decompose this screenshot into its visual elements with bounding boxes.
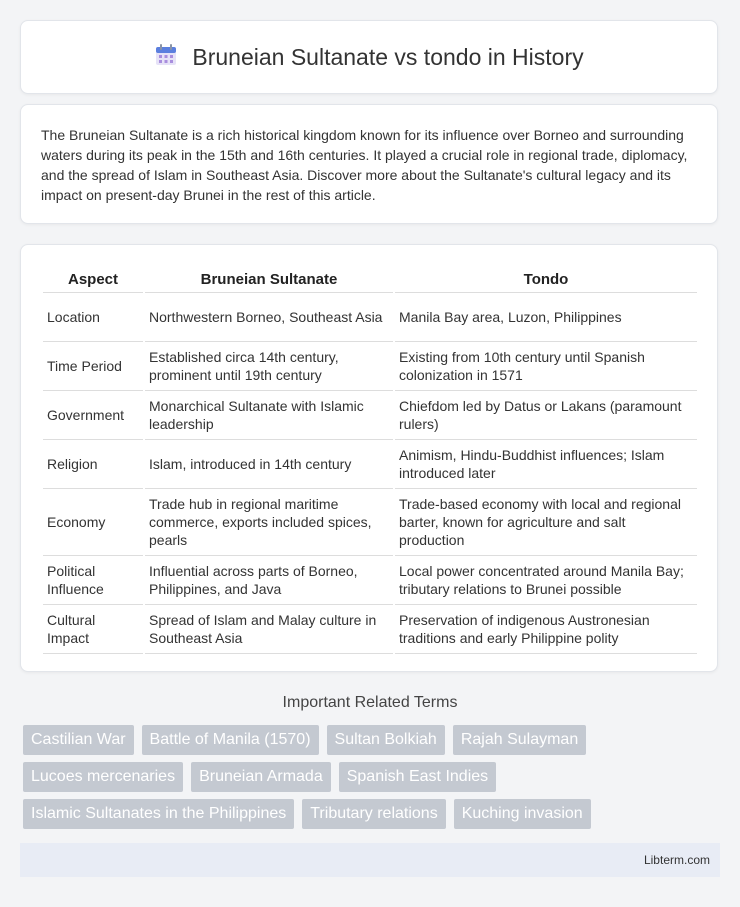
row-aspect: Political Influence xyxy=(43,556,143,605)
comparison-card xyxy=(20,244,718,672)
row-aspect: Time Period xyxy=(43,342,143,391)
footer xyxy=(20,843,720,877)
row-bruneian: Islam, introduced in 14th century xyxy=(145,440,393,489)
row-tondo: Existing from 10th century until Spanish colonization in 1571 xyxy=(395,342,697,391)
table-row xyxy=(43,556,697,605)
header-card xyxy=(20,20,718,94)
row-aspect: Government xyxy=(43,391,143,440)
row-tondo: Animism, Hindu-Buddhist influences; Islam introduced later xyxy=(395,440,697,489)
row-bruneian: Monarchical Sultanate with Islamic leadership xyxy=(145,391,393,440)
related-terms-list xyxy=(23,725,703,836)
table-row xyxy=(43,293,697,342)
row-bruneian: Established circa 14th century, prominent until 19th century xyxy=(145,342,393,391)
related-term-tag[interactable]: Kuching invasion xyxy=(454,799,591,829)
table-row xyxy=(43,342,697,391)
row-aspect: Religion xyxy=(43,440,143,489)
related-term-tag[interactable]: Rajah Sulayman xyxy=(453,725,586,755)
row-bruneian: Spread of Islam and Malay culture in Southeast Asia xyxy=(145,605,393,654)
related-term-tag[interactable]: Sultan Bolkiah xyxy=(327,725,445,755)
header-bruneian: Bruneian Sultanate xyxy=(145,265,393,293)
row-tondo: Trade-based economy with local and regional barter, known for agriculture and salt production xyxy=(395,489,697,556)
related-term-tag[interactable]: Battle of Manila (1570) xyxy=(142,725,319,755)
related-term-tag[interactable]: Tributary relations xyxy=(302,799,445,829)
row-bruneian: Northwestern Borneo, Southeast Asia xyxy=(145,293,393,342)
related-term-tag[interactable]: Islamic Sultanates in the Philippines xyxy=(23,799,294,829)
table-row xyxy=(43,489,697,556)
row-tondo: Manila Bay area, Luzon, Philippines xyxy=(395,293,697,342)
row-aspect: Cultural Impact xyxy=(43,605,143,654)
intro-card xyxy=(20,104,718,224)
comparison-table xyxy=(41,265,699,654)
intro-text: The Bruneian Sultanate is a rich historical kingdom known for its influence over Borneo and surrounding waters during its peak in the 15th and 16th centuries. It played a crucial role in regional trade, diplomacy, and the spread of Islam in Southeast Asia. Discover more about the Sultanate's cultural legacy and its impact on present-day Brunei in the rest of this article. xyxy=(41,127,688,203)
header-aspect: Aspect xyxy=(43,265,143,293)
table-row xyxy=(43,391,697,440)
row-tondo: Preservation of indigenous Austronesian traditions and early Philippine polity xyxy=(395,605,697,654)
page-title: Bruneian Sultanate vs tondo in History xyxy=(192,43,584,70)
footer-site-link[interactable]: Libterm.com xyxy=(643,853,710,867)
header-tondo: Tondo xyxy=(395,265,697,293)
row-tondo: Chiefdom led by Datus or Lakans (paramount rulers) xyxy=(395,391,697,440)
row-aspect: Economy xyxy=(43,489,143,556)
table-row xyxy=(43,440,697,489)
table-header-row xyxy=(43,265,697,293)
calendar-icon xyxy=(154,43,178,72)
row-bruneian: Trade hub in regional maritime commerce, exports included spices, pearls xyxy=(145,489,393,556)
related-term-tag[interactable]: Spanish East Indies xyxy=(339,762,496,792)
row-bruneian: Influential across parts of Borneo, Philippines, and Java xyxy=(145,556,393,605)
related-terms-title: Important Related Terms xyxy=(282,694,458,711)
row-aspect: Location xyxy=(43,293,143,342)
table-row xyxy=(43,605,697,654)
related-term-tag[interactable]: Castilian War xyxy=(23,725,134,755)
related-term-tag[interactable]: Bruneian Armada xyxy=(191,762,331,792)
related-term-tag[interactable]: Lucoes mercenaries xyxy=(23,762,183,792)
row-tondo: Local power concentrated around Manila Bay; tributary relations to Brunei possible xyxy=(395,556,697,605)
